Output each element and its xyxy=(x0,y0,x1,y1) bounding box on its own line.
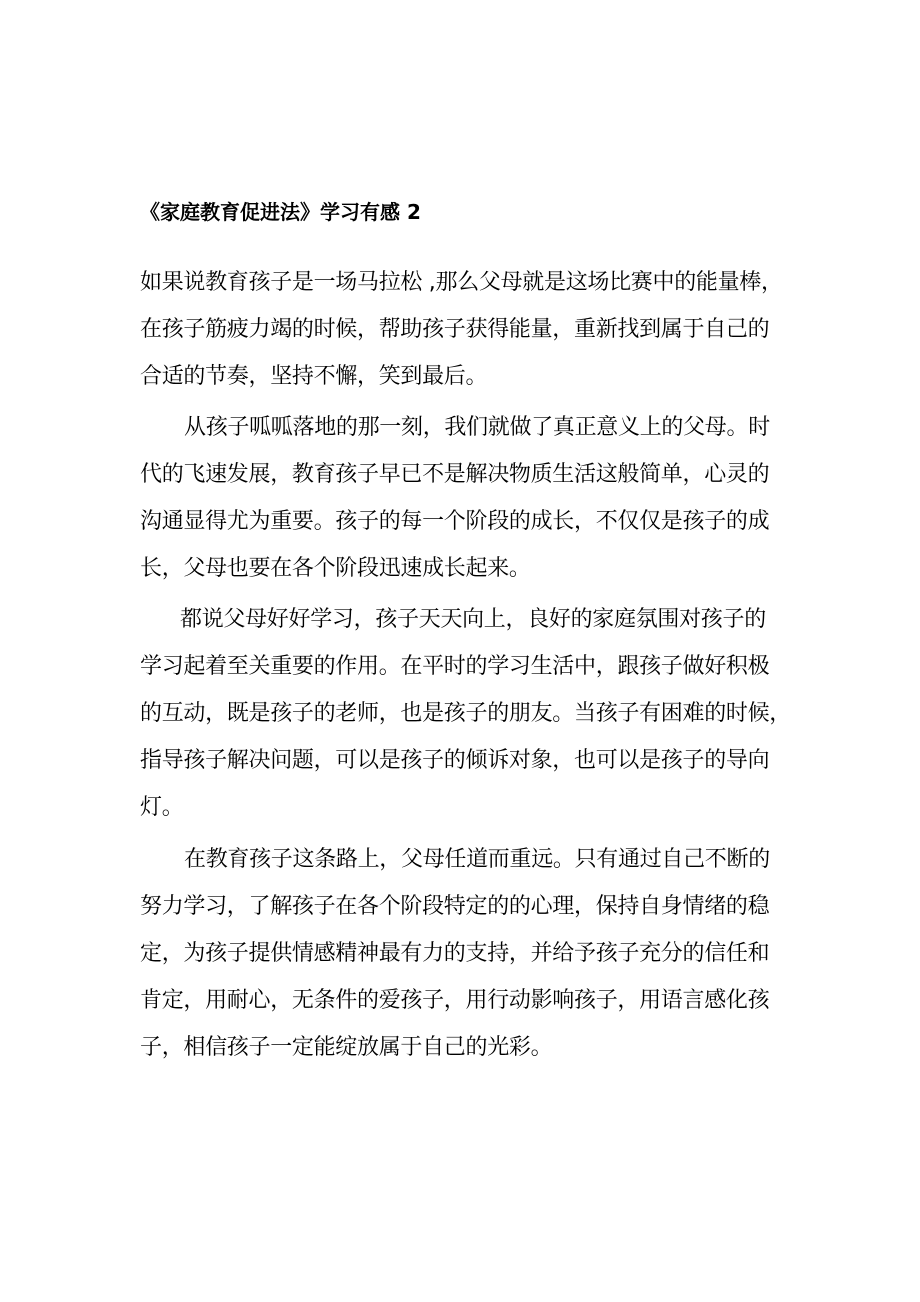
paragraph-line: 都说父母好好学习，孩子天天向上，良好的家庭氛围对孩子的 xyxy=(180,607,766,632)
paragraph-line: 如果说教育孩子是一场马拉松 ,那么父母就是这场比赛中的能量棒， xyxy=(140,270,783,295)
paragraph-line: 灯。 xyxy=(140,795,184,820)
paragraph-1 xyxy=(140,259,790,400)
paragraph-line: 定，为孩子提供情感精神最有力的支持，并给予孩子充分的信任和 xyxy=(140,941,770,966)
paragraph-line: 努力学习，了解孩子在各个阶段特定的的心理，保持自身情绪的稳 xyxy=(140,894,770,919)
paragraph-line: 从孩子呱呱落地的那一刻，我们就做了真正意义上的父母。时 xyxy=(184,415,770,440)
paragraph-2 xyxy=(140,404,790,592)
paragraph-line: 子，相信孩子一定能绽放属于自己的光彩。 xyxy=(140,1035,553,1060)
paragraph-line: 肯定，用耐心，无条件的爱孩子，用行动影响孩子，用语言感化孩 xyxy=(140,988,770,1013)
paragraph-3 xyxy=(140,596,790,831)
paragraph-line: 沟通显得尤为重要。孩子的每一个阶段的成长，不仅仅是孩子的成 xyxy=(140,509,770,534)
paragraph-line: 学习起着至关重要的作用。在平时的学习生活中，跟孩子做好积极 xyxy=(140,654,770,679)
paragraph-4 xyxy=(140,836,790,1071)
paragraph-line: 指导孩子解决问题，可以是孩子的倾诉对象，也可以是孩子的导向 xyxy=(140,748,770,773)
paragraph-line: 的互动，既是孩子的老师，也是孩子的朋友。当孩子有困难的时候， xyxy=(140,701,792,726)
document-title: 《家庭教育促进法》学习有感 2 xyxy=(140,200,421,224)
paragraph-line: 长，父母也要在各个阶段迅速成长起来。 xyxy=(140,556,531,581)
paragraph-line: 合适的节奏，坚持不懈，笑到最后。 xyxy=(140,364,488,389)
paragraph-line: 在教育孩子这条路上，父母任道而重远。只有通过自己不断的 xyxy=(184,847,770,872)
paragraph-line: 代的飞速发展，教育孩子早已不是解决物质生活这般简单，心灵的 xyxy=(140,462,770,487)
paragraph-line: 在孩子筋疲力竭的时候，帮助孩子获得能量，重新找到属于自己的 xyxy=(140,317,770,342)
